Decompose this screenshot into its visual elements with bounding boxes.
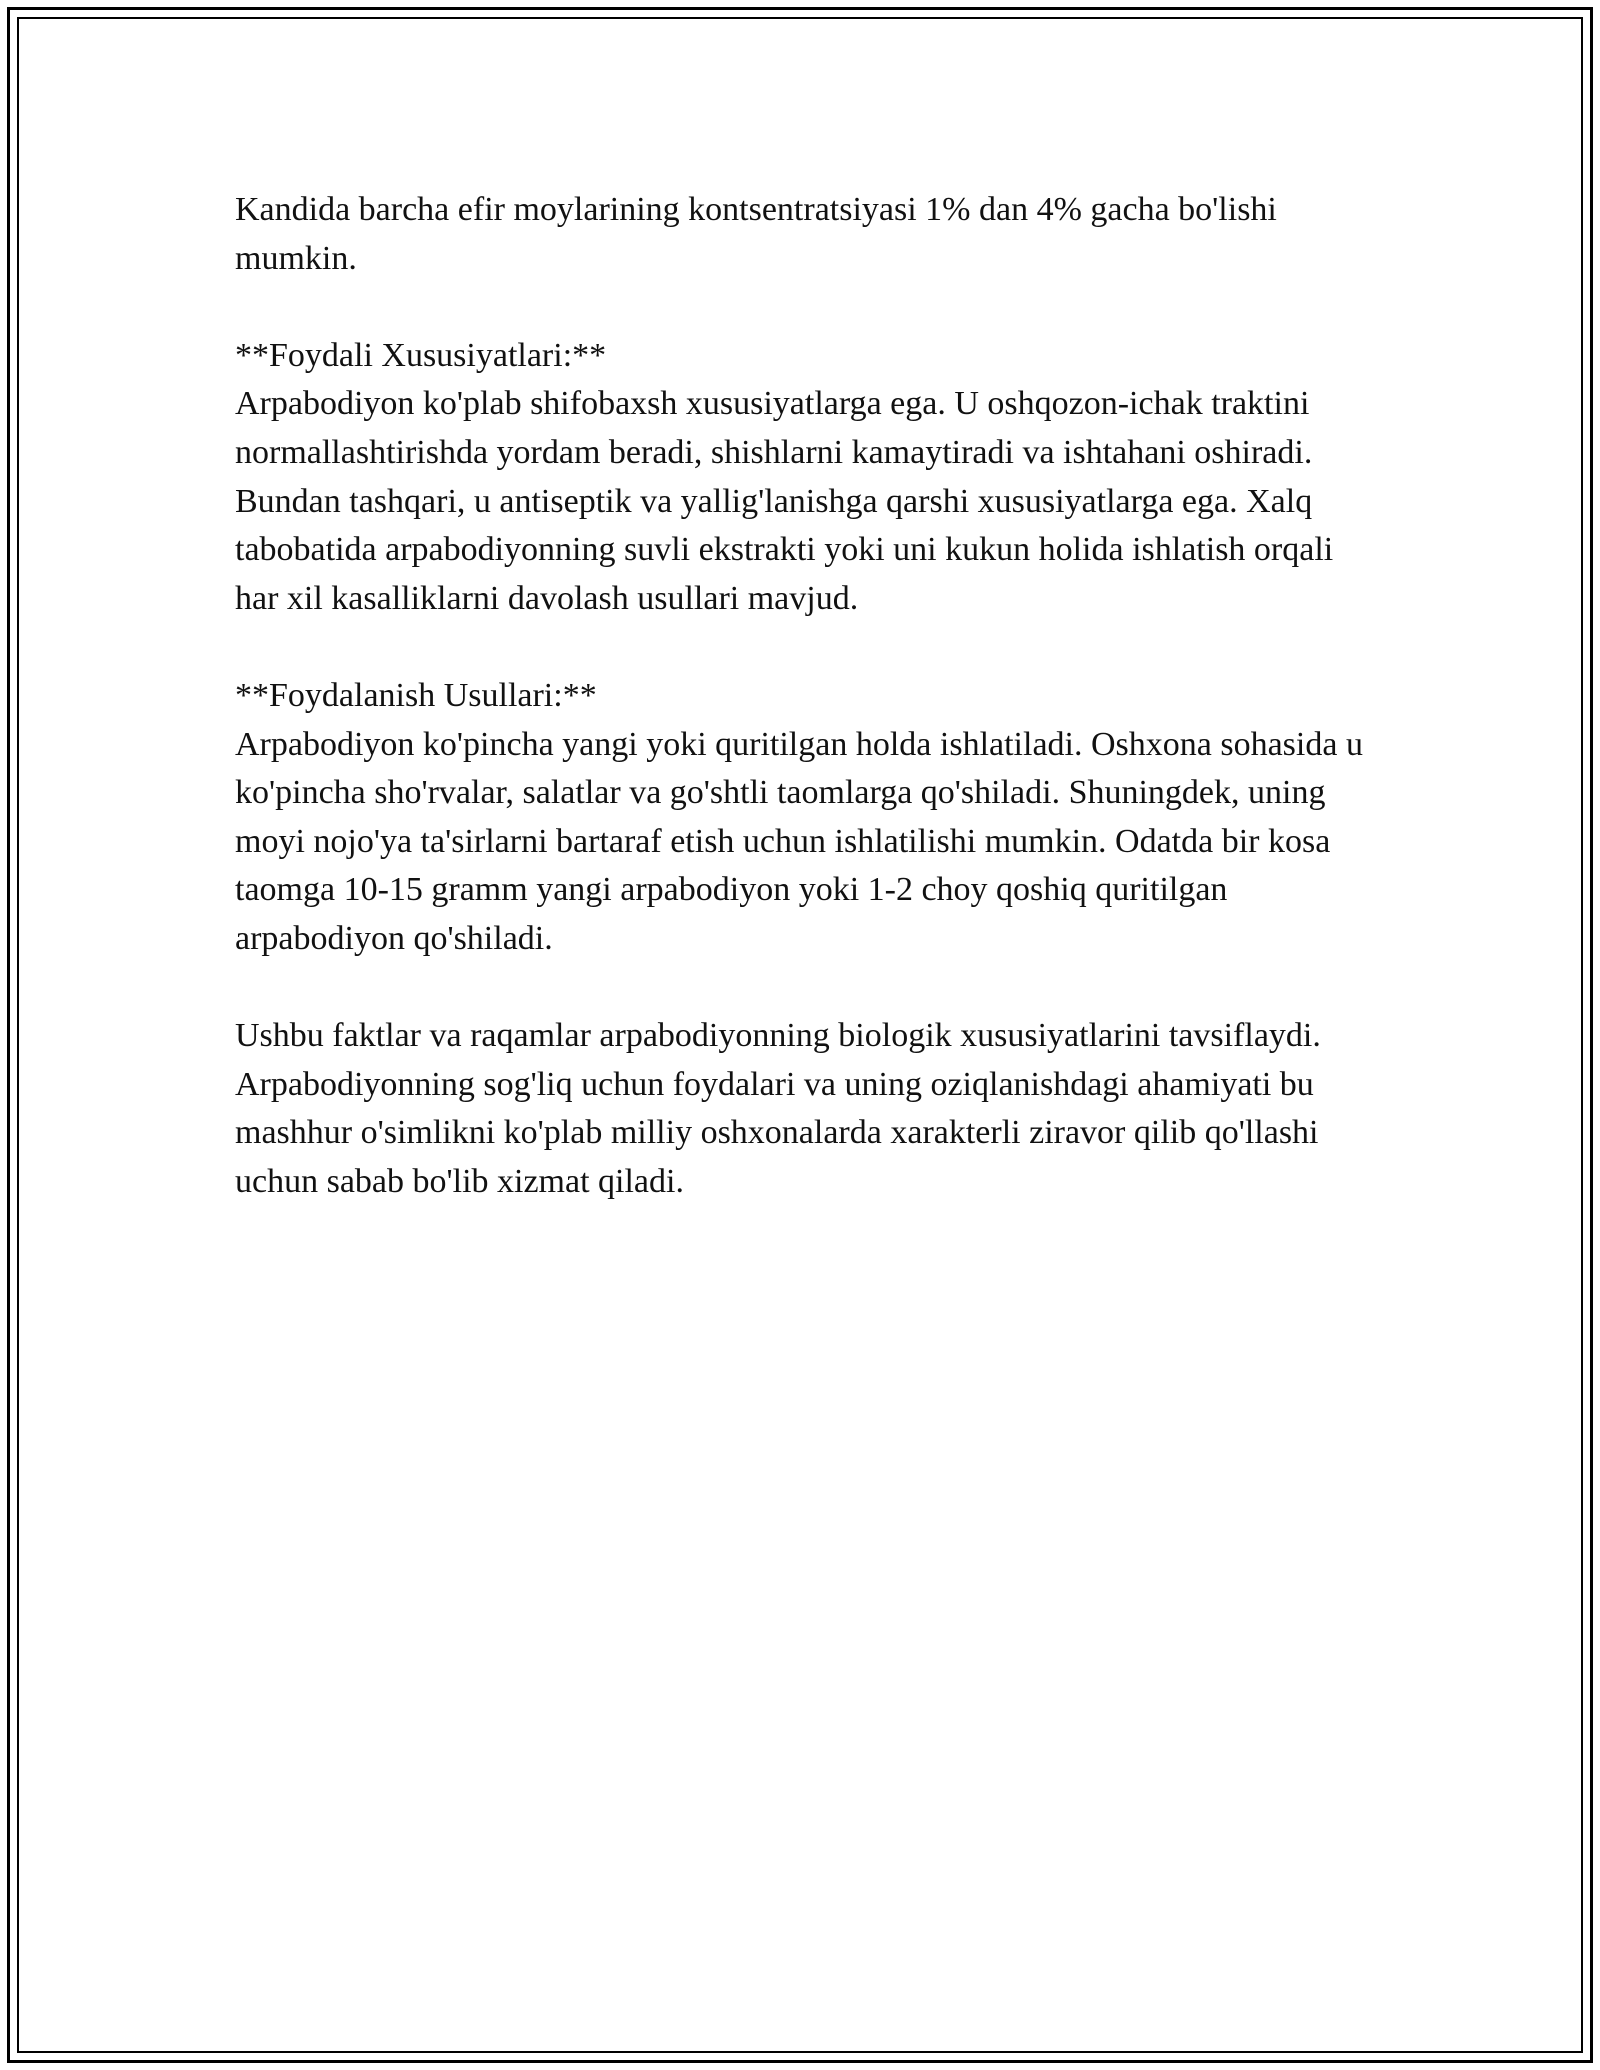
section-heading-benefits: **Foydali Xususiyatlari:**	[235, 336, 607, 374]
section-body-benefits: Arpabodiyon ko'plab shifobaxsh xususiyatlarga ega. U oshqozon-ichak traktini normallashtirishda yordam beradi, shishlarni kamaytiradi va ishtahani oshiradi. Bundan tashqari, u antiseptik va yallig'lanishga qarshi xususiyatlarga ega. Xalq tabobatida arpabodiyonning suvli ekstrakti yoki uni kukun holida ishlatish orqali har xil kasalliklarni davolash usullari mavjud.	[235, 385, 1334, 617]
document-body	[235, 186, 1385, 1255]
section-usage	[235, 672, 1385, 964]
intro-paragraph: Kandida barcha efir moylarining kontsentratsiyasi 1% dan 4% gacha bo'lishi mumkin.	[235, 191, 1277, 277]
section-body-usage: Arpabodiyon ko'pincha yangi yoki quritilgan holda ishlatiladi. Oshxona sohasida u ko'pincha sho'rvalar, salatlar va go'shtli taomlarga qo'shiladi. Shuningdek, uning moyi nojo'ya ta'sirlarni bartaraf etish uchun ishlatilishi mumkin. Odatda bir kosa taomga 10-15 gramm yangi arpabodiyon yoki 1-2 choy qoshiq quritilgan arpabodiyon qo'shiladi.	[235, 725, 1363, 957]
section-benefits	[235, 332, 1385, 624]
section-heading-usage: **Foydalanish Usullari:**	[235, 676, 597, 714]
conclusion-paragraph: Ushbu faktlar va raqamlar arpabodiyonning biologik xususiyatlarini tavsiflaydi. Arpabodiyonning sog'liq uchun foydalari va uning oziqlanishdagi ahamiyati bu mashhur o'simlikni ko'plab milliy oshxonalarda xarakterli ziravor qilib qo'llashi uchun sabab bo'lib xizmat qiladi.	[235, 1017, 1321, 1200]
